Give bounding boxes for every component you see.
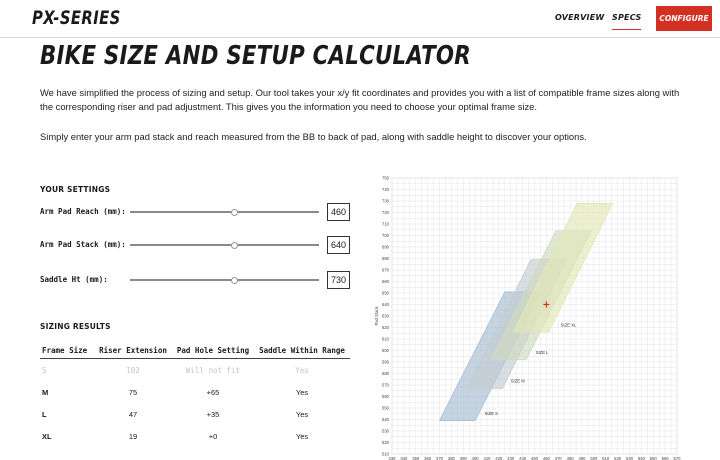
y-tick-label: 690 [382, 244, 389, 250]
pad-cell: +0 [208, 431, 218, 441]
saddle-cell: Yes [295, 409, 309, 419]
frame-size-cell: L [42, 409, 47, 419]
x-tick-label: 560 [661, 456, 669, 460]
x-tick-label: 390 [459, 456, 467, 460]
y-tick-label: 540 [382, 417, 389, 422]
y-tick-label: 710 [382, 221, 389, 227]
arm-pad-stack-slider[interactable] [130, 244, 319, 246]
intro-paragraph: We have simplified the process of sizing and setup. Our tool takes your x/y fit coordinates and provides you with a list of compatible frame sizes along with the corresponding riser and pad adjustment. This gives you the information you need to choose your optimal frame size. [40, 87, 680, 112]
arm-pad-stack-input[interactable]: 640 [327, 236, 350, 254]
pad-cell: +65 [206, 387, 220, 397]
x-tick-label: 450 [531, 456, 538, 460]
nav-overview[interactable]: OVERVIEW [555, 13, 605, 22]
size-region-label: SIZE M [510, 378, 525, 384]
y-tick-label: 630 [382, 313, 389, 319]
col-riser-extension: Riser Extension [94, 342, 172, 359]
arm-pad-reach-label: Arm Pad Reach (mm): [40, 207, 126, 216]
x-tick-label: 490 [578, 456, 586, 460]
x-tick-label: 350 [412, 456, 420, 460]
x-tick-label: 380 [447, 456, 455, 460]
riser-cell: 47 [128, 409, 138, 419]
y-tick-label: 720 [382, 210, 389, 215]
col-frame-size: Frame Size [40, 342, 94, 359]
x-tick-label: 330 [388, 456, 396, 460]
y-tick-label: 750 [382, 175, 389, 181]
riser-cell: 75 [128, 387, 138, 397]
x-tick-label: 510 [602, 456, 610, 460]
table-header-row [40, 342, 350, 359]
y-tick-label: 580 [382, 371, 389, 376]
frame-size-cell: M [42, 387, 49, 397]
y-axis-label: Pad Stack [374, 306, 379, 326]
y-tick-label: 660 [382, 279, 389, 284]
y-tick-label: 740 [382, 187, 389, 192]
size-region-label: SIZE XL [560, 322, 577, 328]
arm-pad-stack-slider-handle[interactable] [231, 242, 238, 249]
configure-button[interactable]: CONFIGURE [656, 6, 712, 31]
x-tick-label: 420 [495, 456, 503, 460]
x-tick-label: 550 [649, 456, 657, 460]
pad-cell: +35 [206, 409, 220, 419]
results-heading: SIZING RESULTS [40, 322, 111, 331]
settings-heading: YOUR SETTINGS [40, 185, 111, 194]
y-tick-label: 560 [382, 394, 389, 399]
saddle-height-input[interactable]: 730 [327, 271, 350, 289]
y-tick-label: 620 [382, 325, 389, 330]
instructions-paragraph: Simply enter your arm pad stack and reach measured from the BB to back of pad, along with saddle height to discover your options. [40, 131, 587, 142]
arm-pad-stack-label: Arm Pad Stack (mm): [40, 240, 126, 249]
saddle-cell: Yes [295, 387, 309, 397]
frame-size-cell: XL [42, 431, 52, 441]
size-region-label: SIZE S [484, 410, 498, 416]
col-saddle-within-range: Saddle Within Range [254, 342, 350, 359]
x-tick-label: 430 [507, 456, 515, 460]
x-tick-label: 410 [483, 456, 491, 460]
arm-pad-reach-input[interactable]: 460 [327, 203, 350, 221]
y-tick-label: 520 [382, 440, 389, 445]
size-region-label: SIZE L [535, 349, 549, 355]
y-tick-label: 510 [382, 451, 389, 457]
y-tick-label: 670 [382, 267, 389, 273]
pad-cell: Will not fit [185, 365, 241, 375]
fit-chart [365, 172, 685, 460]
nav-specs[interactable]: SPECS [612, 13, 641, 30]
x-tick-label: 440 [519, 456, 527, 460]
y-tick-label: 530 [382, 428, 389, 434]
x-tick-label: 480 [566, 456, 574, 460]
y-tick-label: 590 [382, 359, 389, 365]
y-tick-label: 550 [382, 405, 389, 411]
saddle-height-label: Saddle Ht (mm): [40, 275, 108, 284]
x-tick-label: 470 [554, 456, 562, 460]
top-nav-bar [0, 0, 720, 38]
y-tick-label: 730 [382, 198, 389, 204]
table-row [40, 359, 350, 382]
riser-cell: 19 [128, 431, 138, 441]
riser-cell: 102 [126, 365, 140, 375]
x-tick-label: 460 [542, 456, 550, 460]
y-tick-label: 570 [382, 382, 389, 388]
page-title: BIKE SIZE AND SETUP CALCULATOR [40, 41, 471, 71]
x-tick-label: 540 [637, 456, 645, 460]
x-tick-label: 500 [590, 456, 598, 460]
brand-logo[interactable]: PX-SERIES [32, 7, 121, 29]
x-tick-label: 370 [436, 456, 443, 460]
x-tick-label: 530 [626, 456, 633, 460]
y-tick-label: 610 [382, 336, 389, 342]
frame-size-cell: S [42, 365, 47, 375]
table-row [40, 381, 350, 403]
table-row [40, 403, 350, 425]
arm-pad-reach-slider-handle[interactable] [231, 209, 238, 216]
x-tick-label: 340 [400, 456, 408, 460]
saddle-height-slider[interactable] [130, 279, 319, 281]
saddle-cell: Yes [295, 431, 309, 441]
y-tick-label: 680 [382, 256, 389, 261]
sizing-results-table [40, 342, 350, 447]
x-tick-label: 400 [471, 456, 479, 460]
x-tick-label: 570 [673, 456, 681, 460]
saddle-cell: Yes [295, 365, 309, 375]
arm-pad-reach-slider[interactable] [130, 211, 319, 213]
col-pad-hole-setting: Pad Hole Setting [172, 342, 254, 359]
x-tick-label: 520 [614, 456, 622, 460]
y-tick-label: 700 [382, 233, 389, 238]
y-tick-label: 600 [382, 348, 389, 353]
table-row [40, 425, 350, 447]
y-tick-label: 650 [382, 290, 389, 296]
y-tick-label: 640 [382, 302, 389, 307]
x-tick-label: 360 [424, 456, 432, 460]
saddle-height-slider-handle[interactable] [231, 277, 238, 284]
